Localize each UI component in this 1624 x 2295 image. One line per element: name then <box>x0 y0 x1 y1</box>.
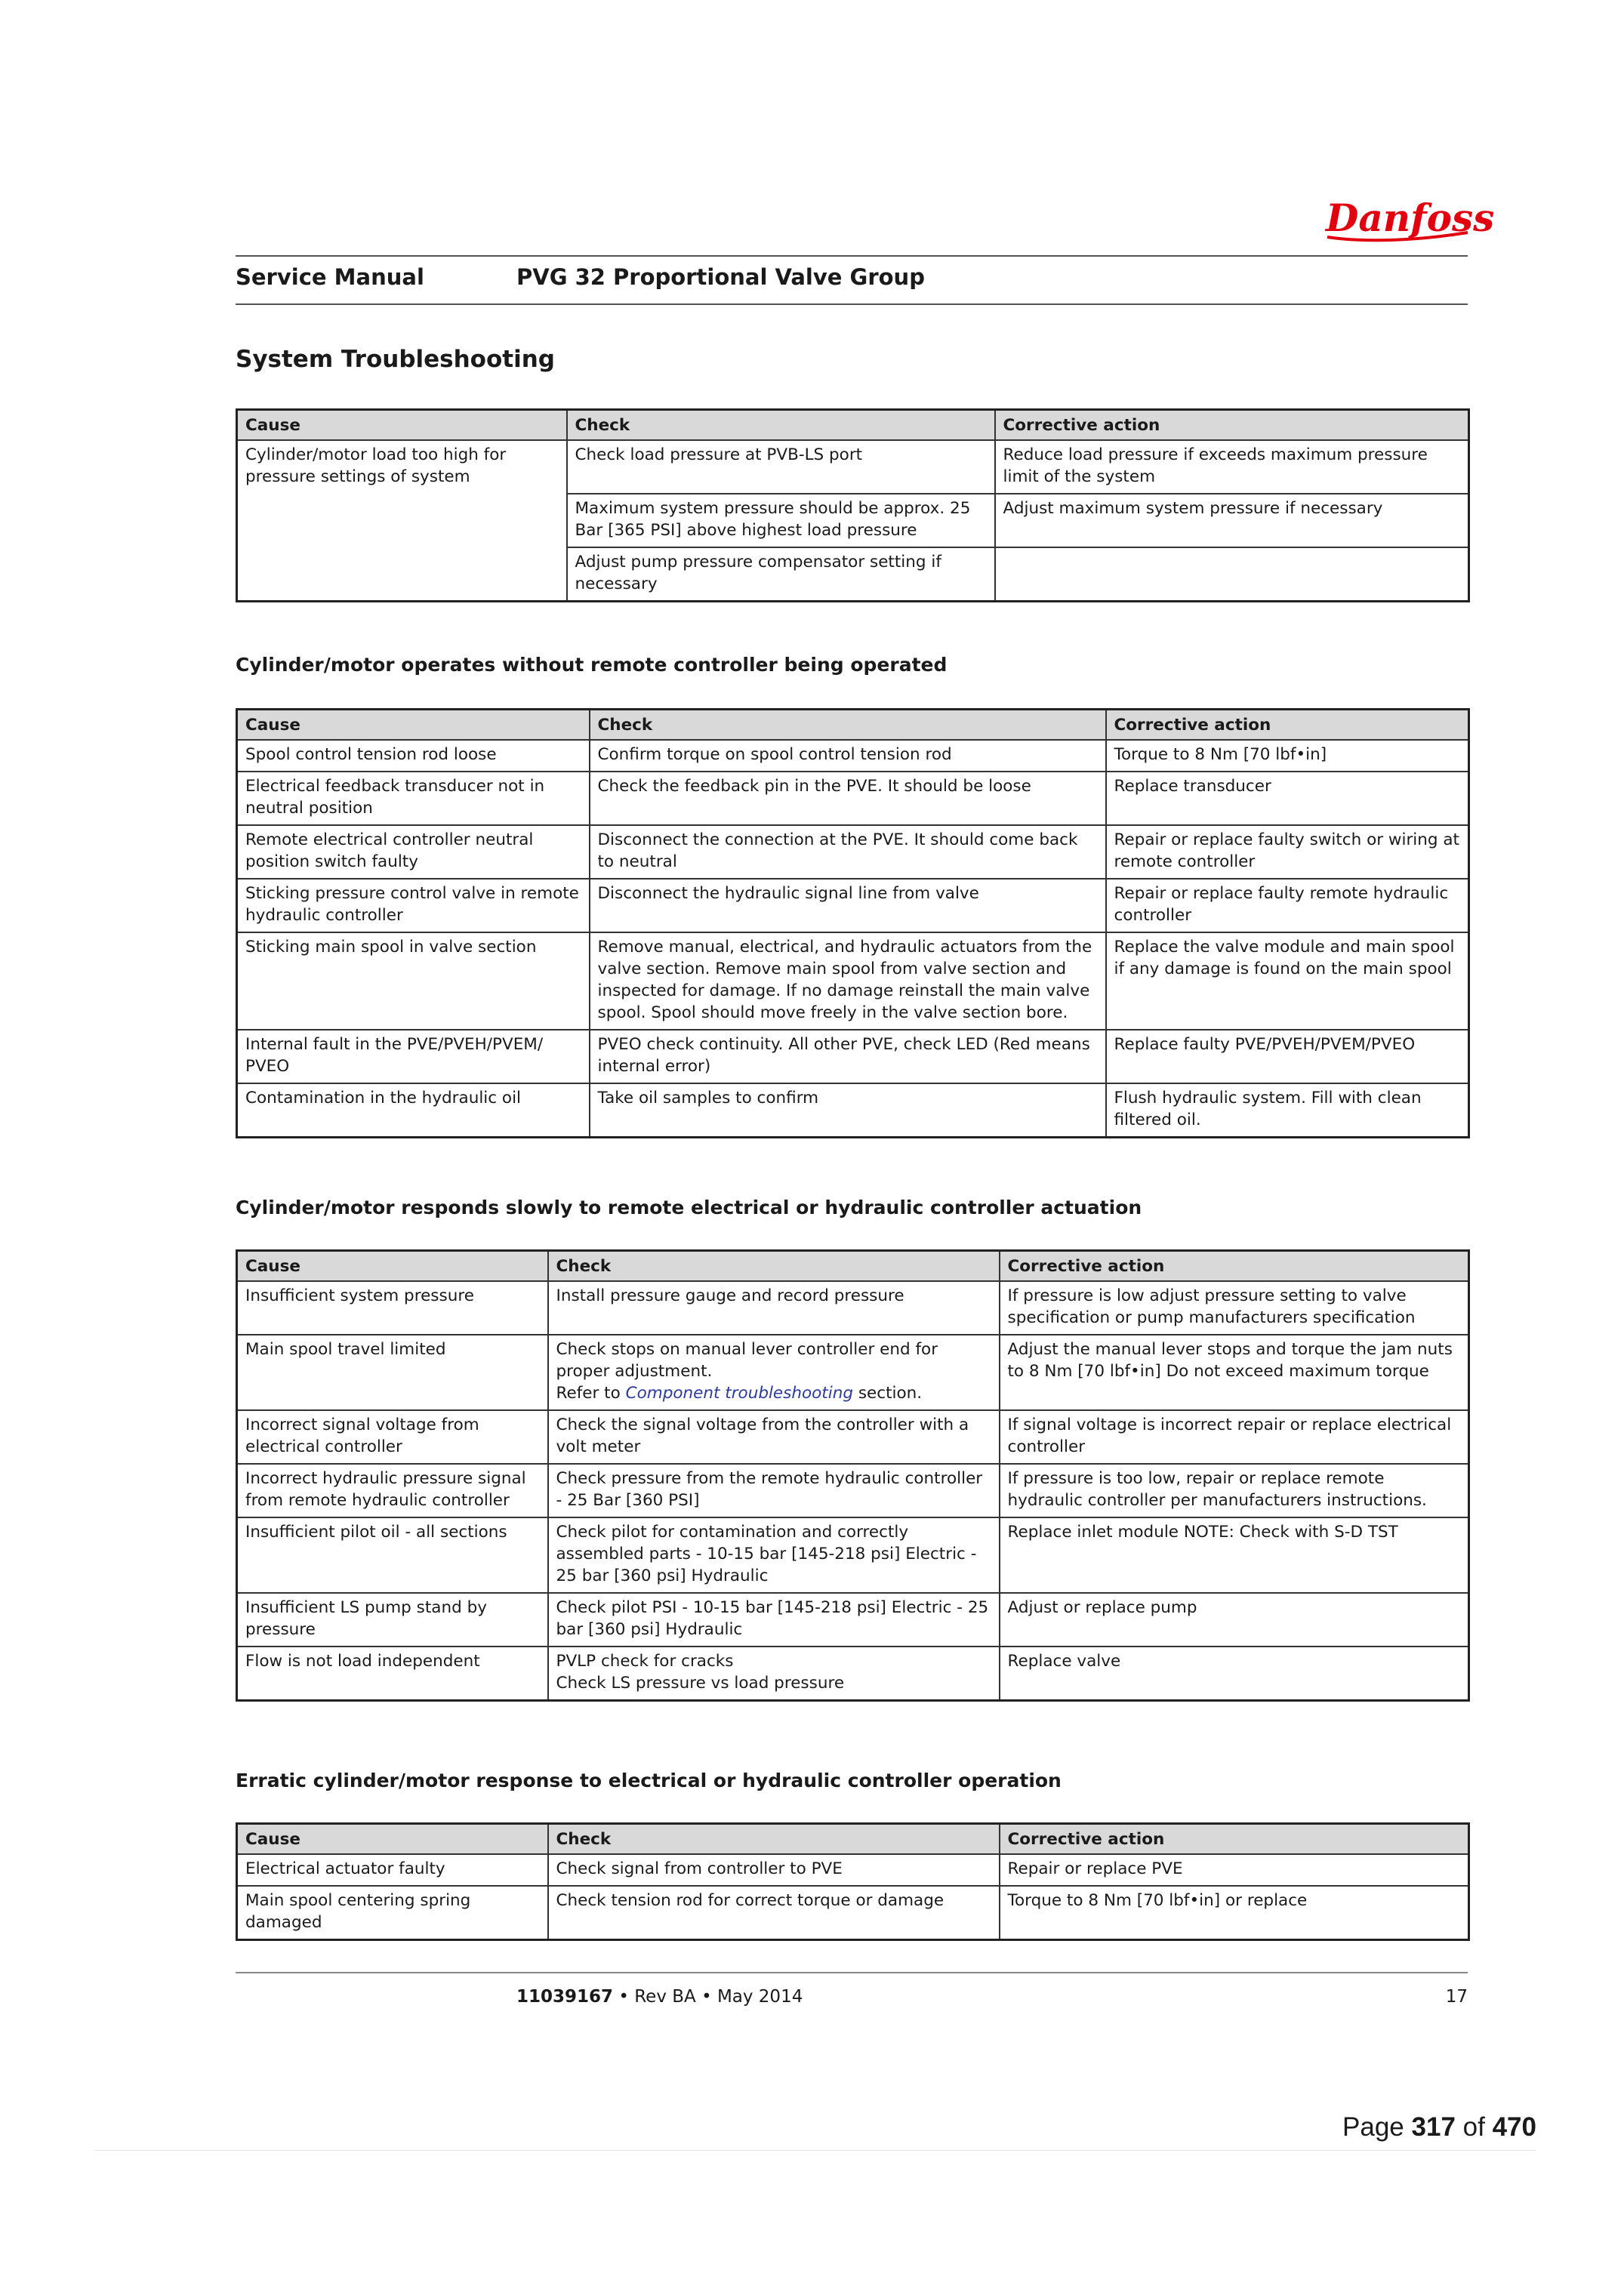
cell-action: If pressure is too low, repair or replace remote hydraulic controller per manufacturers instructions. <box>1000 1464 1469 1517</box>
table-row <box>237 1517 1469 1593</box>
cell-check: Check the signal voltage from the controller with a volt meter <box>548 1410 1000 1464</box>
table-erratic-response <box>236 1822 1470 1941</box>
header-check: Check <box>548 1824 1000 1855</box>
table-row <box>237 1030 1469 1083</box>
table-row <box>237 1593 1469 1647</box>
cell-check-text: Check stops on manual lever controller end for proper adjustment. <box>556 1340 938 1381</box>
cell-check: Check tension rod for correct torque or damage <box>548 1886 1000 1940</box>
table-row <box>237 1281 1469 1335</box>
cell-cause: Electrical actuator faulty <box>237 1854 548 1886</box>
footer-rule <box>236 1972 1468 1973</box>
header-cause: Cause <box>237 710 590 741</box>
header-check: Check <box>567 410 995 441</box>
cell-action: Repair or replace faulty switch or wiring at remote controller <box>1106 825 1469 879</box>
cell-cause: Flow is not load independent <box>237 1647 548 1701</box>
page-counter-of: of <box>1462 2112 1485 2142</box>
table-operates-without-controller <box>236 708 1470 1138</box>
cell-action: Replace valve <box>1000 1647 1469 1701</box>
header-bottom-rule <box>236 303 1468 305</box>
table-row <box>237 1647 1469 1701</box>
cell-action: Reduce load pressure if exceeds maximum pressure limit of the system <box>995 440 1469 494</box>
cell-action: Torque to 8 Nm [70 lbf•in] <box>1106 740 1469 772</box>
cell-action: Flush hydraulic system. Fill with clean filtered oil. <box>1106 1083 1469 1138</box>
footer-document-info <box>516 1987 803 2007</box>
table-row <box>237 879 1469 932</box>
header-check: Check <box>548 1251 1000 1282</box>
cell-cause: Internal fault in the PVE/PVEH/PVEM/ PVEO <box>237 1030 590 1083</box>
footer-doc-number: 11039167 <box>516 1987 614 2007</box>
cell-cause: Main spool centering spring damaged <box>237 1886 548 1940</box>
table-row <box>237 1854 1469 1886</box>
table-system-troubleshooting <box>236 408 1470 602</box>
header-check: Check <box>590 710 1106 741</box>
reference-prefix: Refer to <box>556 1384 621 1403</box>
table-row <box>237 1410 1469 1464</box>
cell-action: Replace faulty PVE/PVEH/PVEM/PVEO <box>1106 1030 1469 1083</box>
cell-cause: Sticking main spool in valve section <box>237 932 590 1030</box>
table-row <box>237 740 1469 772</box>
cell-cause: Insufficient system pressure <box>237 1281 548 1335</box>
cell-action: Adjust maximum system pressure if necessary <box>995 494 1469 547</box>
cell-action: Repair or replace faulty remote hydraulic controller <box>1106 879 1469 932</box>
cell-check: Check the feedback pin in the PVE. It should be loose <box>590 772 1106 825</box>
table-row <box>237 440 1469 494</box>
table-row <box>237 772 1469 825</box>
cell-cause: Insufficient pilot oil - all sections <box>237 1517 548 1593</box>
cell-check: Adjust pump pressure compensator setting if necessary <box>567 547 995 602</box>
table-header-row <box>237 410 1469 441</box>
table-header-row <box>237 710 1469 741</box>
cell-action: Torque to 8 Nm [70 lbf•in] or replace <box>1000 1886 1469 1940</box>
page-counter-total: 470 <box>1492 2112 1536 2142</box>
cell-cause: Contamination in the hydraulic oil <box>237 1083 590 1138</box>
cell-cause: Spool control tension rod loose <box>237 740 590 772</box>
cell-check-line-1: PVLP check for cracks <box>556 1652 734 1671</box>
cell-action: Replace the valve module and main spool if any damage is found on the main spool <box>1106 932 1469 1030</box>
cell-check-line-2: Check LS pressure vs load pressure <box>556 1674 845 1693</box>
cell-cause: Insufficient LS pump stand by pressure <box>237 1593 548 1647</box>
cell-check: Check pilot for contamination and correctly assembled parts - 10-15 bar [145-218 psi] Electric - 25 bar [360 psi] Hydraulic <box>548 1517 1000 1593</box>
cell-action: Adjust the manual lever stops and torque the jam nuts to 8 Nm [70 lbf•in] Do not exceed maximum torque <box>1000 1335 1469 1410</box>
header-cause: Cause <box>237 410 567 441</box>
cell-action: Replace transducer <box>1106 772 1469 825</box>
cell-check: PVEO check continuity. All other PVE, check LED (Red means internal error) <box>590 1030 1106 1083</box>
subsection-title-erratic-response: Erratic cylinder/motor response to electrical or hydraulic controller operation <box>236 1770 1062 1791</box>
table-header-row <box>237 1824 1469 1855</box>
cell-cause: Cylinder/motor load too high for pressure settings of system <box>237 440 567 602</box>
table-row <box>237 1083 1469 1138</box>
cell-action: If signal voltage is incorrect repair or replace electrical controller <box>1000 1410 1469 1464</box>
cell-cause: Electrical feedback transducer not in neutral position <box>237 772 590 825</box>
cell-check: Remove manual, electrical, and hydraulic actuators from the valve section. Remove main spool from valve section and inspected for damage. If no damage reinstall the main valve spool. Spool should move freely in the valve section bore. <box>590 932 1106 1030</box>
subsection-title-responds-slowly: Cylinder/motor responds slowly to remote electrical or hydraulic controller actuation <box>236 1197 1142 1218</box>
cell-cause: Sticking pressure control valve in remote hydraulic controller <box>237 879 590 932</box>
cell-check: Maximum system pressure should be approx. 25 Bar [365 PSI] above highest load pressure <box>567 494 995 547</box>
header-corrective-action: Corrective action <box>995 410 1469 441</box>
page-counter-current: 317 <box>1411 2112 1456 2142</box>
cell-action: Replace inlet module NOTE: Check with S-D TST <box>1000 1517 1469 1593</box>
cell-action <box>995 547 1469 602</box>
cell-check: Check pilot PSI - 10-15 bar [145-218 psi] Electric - 25 bar [360 psi] Hydraulic <box>548 1593 1000 1647</box>
cell-check: Check signal from controller to PVE <box>548 1854 1000 1886</box>
cell-check <box>548 1335 1000 1410</box>
header-corrective-action: Corrective action <box>1106 710 1469 741</box>
cell-cause: Remote electrical controller neutral position switch faulty <box>237 825 590 879</box>
header-cause: Cause <box>237 1251 548 1282</box>
footer-page-number: 17 <box>1445 1987 1468 2007</box>
table-row <box>237 1886 1469 1940</box>
header-manual-label: Service Manual <box>236 264 424 290</box>
page-counter-prefix: Page <box>1342 2112 1404 2142</box>
page-counter <box>1283 2112 1536 2143</box>
header-document-title: PVG 32 Proportional Valve Group <box>516 264 925 290</box>
cell-check: Check load pressure at PVB-LS port <box>567 440 995 494</box>
page-separator <box>94 2150 1536 2151</box>
svg-text:Danfoss: Danfoss <box>1326 196 1495 240</box>
cell-check: Take oil samples to confirm <box>590 1083 1106 1138</box>
cell-cause: Incorrect signal voltage from electrical controller <box>237 1410 548 1464</box>
cell-check <box>548 1647 1000 1701</box>
table-header-row <box>237 1251 1469 1282</box>
cell-check: Install pressure gauge and record pressure <box>548 1281 1000 1335</box>
cell-action: If pressure is low adjust pressure setting to valve specification or pump manufacturers specification <box>1000 1281 1469 1335</box>
table-row <box>237 932 1469 1030</box>
danfoss-logo <box>1323 187 1495 248</box>
header-corrective-action: Corrective action <box>1000 1251 1469 1282</box>
subsection-title-operates-without-controller: Cylinder/motor operates without remote controller being operated <box>236 654 948 676</box>
cell-check: Check pressure from the remote hydraulic controller - 25 Bar [360 PSI] <box>548 1464 1000 1517</box>
cell-check: Confirm torque on spool control tension rod <box>590 740 1106 772</box>
header-cause: Cause <box>237 1824 548 1855</box>
table-row <box>237 1464 1469 1517</box>
reference-suffix: section. <box>858 1384 923 1403</box>
footer-revision: • Rev BA • May 2014 <box>618 1987 803 2007</box>
cell-check: Disconnect the connection at the PVE. It should come back to neutral <box>590 825 1106 879</box>
cell-cause: Incorrect hydraulic pressure signal from remote hydraulic controller <box>237 1464 548 1517</box>
header-top-rule <box>236 255 1468 257</box>
cell-cause: Main spool travel limited <box>237 1335 548 1410</box>
cell-action: Repair or replace PVE <box>1000 1854 1469 1886</box>
table-row <box>237 1335 1469 1410</box>
cell-action: Adjust or replace pump <box>1000 1593 1469 1647</box>
section-title: System Troubleshooting <box>236 346 555 373</box>
cell-check-reference <box>556 1382 991 1404</box>
cell-check: Disconnect the hydraulic signal line from valve <box>590 879 1106 932</box>
table-row <box>237 825 1469 879</box>
header-corrective-action: Corrective action <box>1000 1824 1469 1855</box>
component-troubleshooting-link[interactable]: Component troubleshooting <box>625 1384 853 1403</box>
table-responds-slowly <box>236 1249 1470 1702</box>
